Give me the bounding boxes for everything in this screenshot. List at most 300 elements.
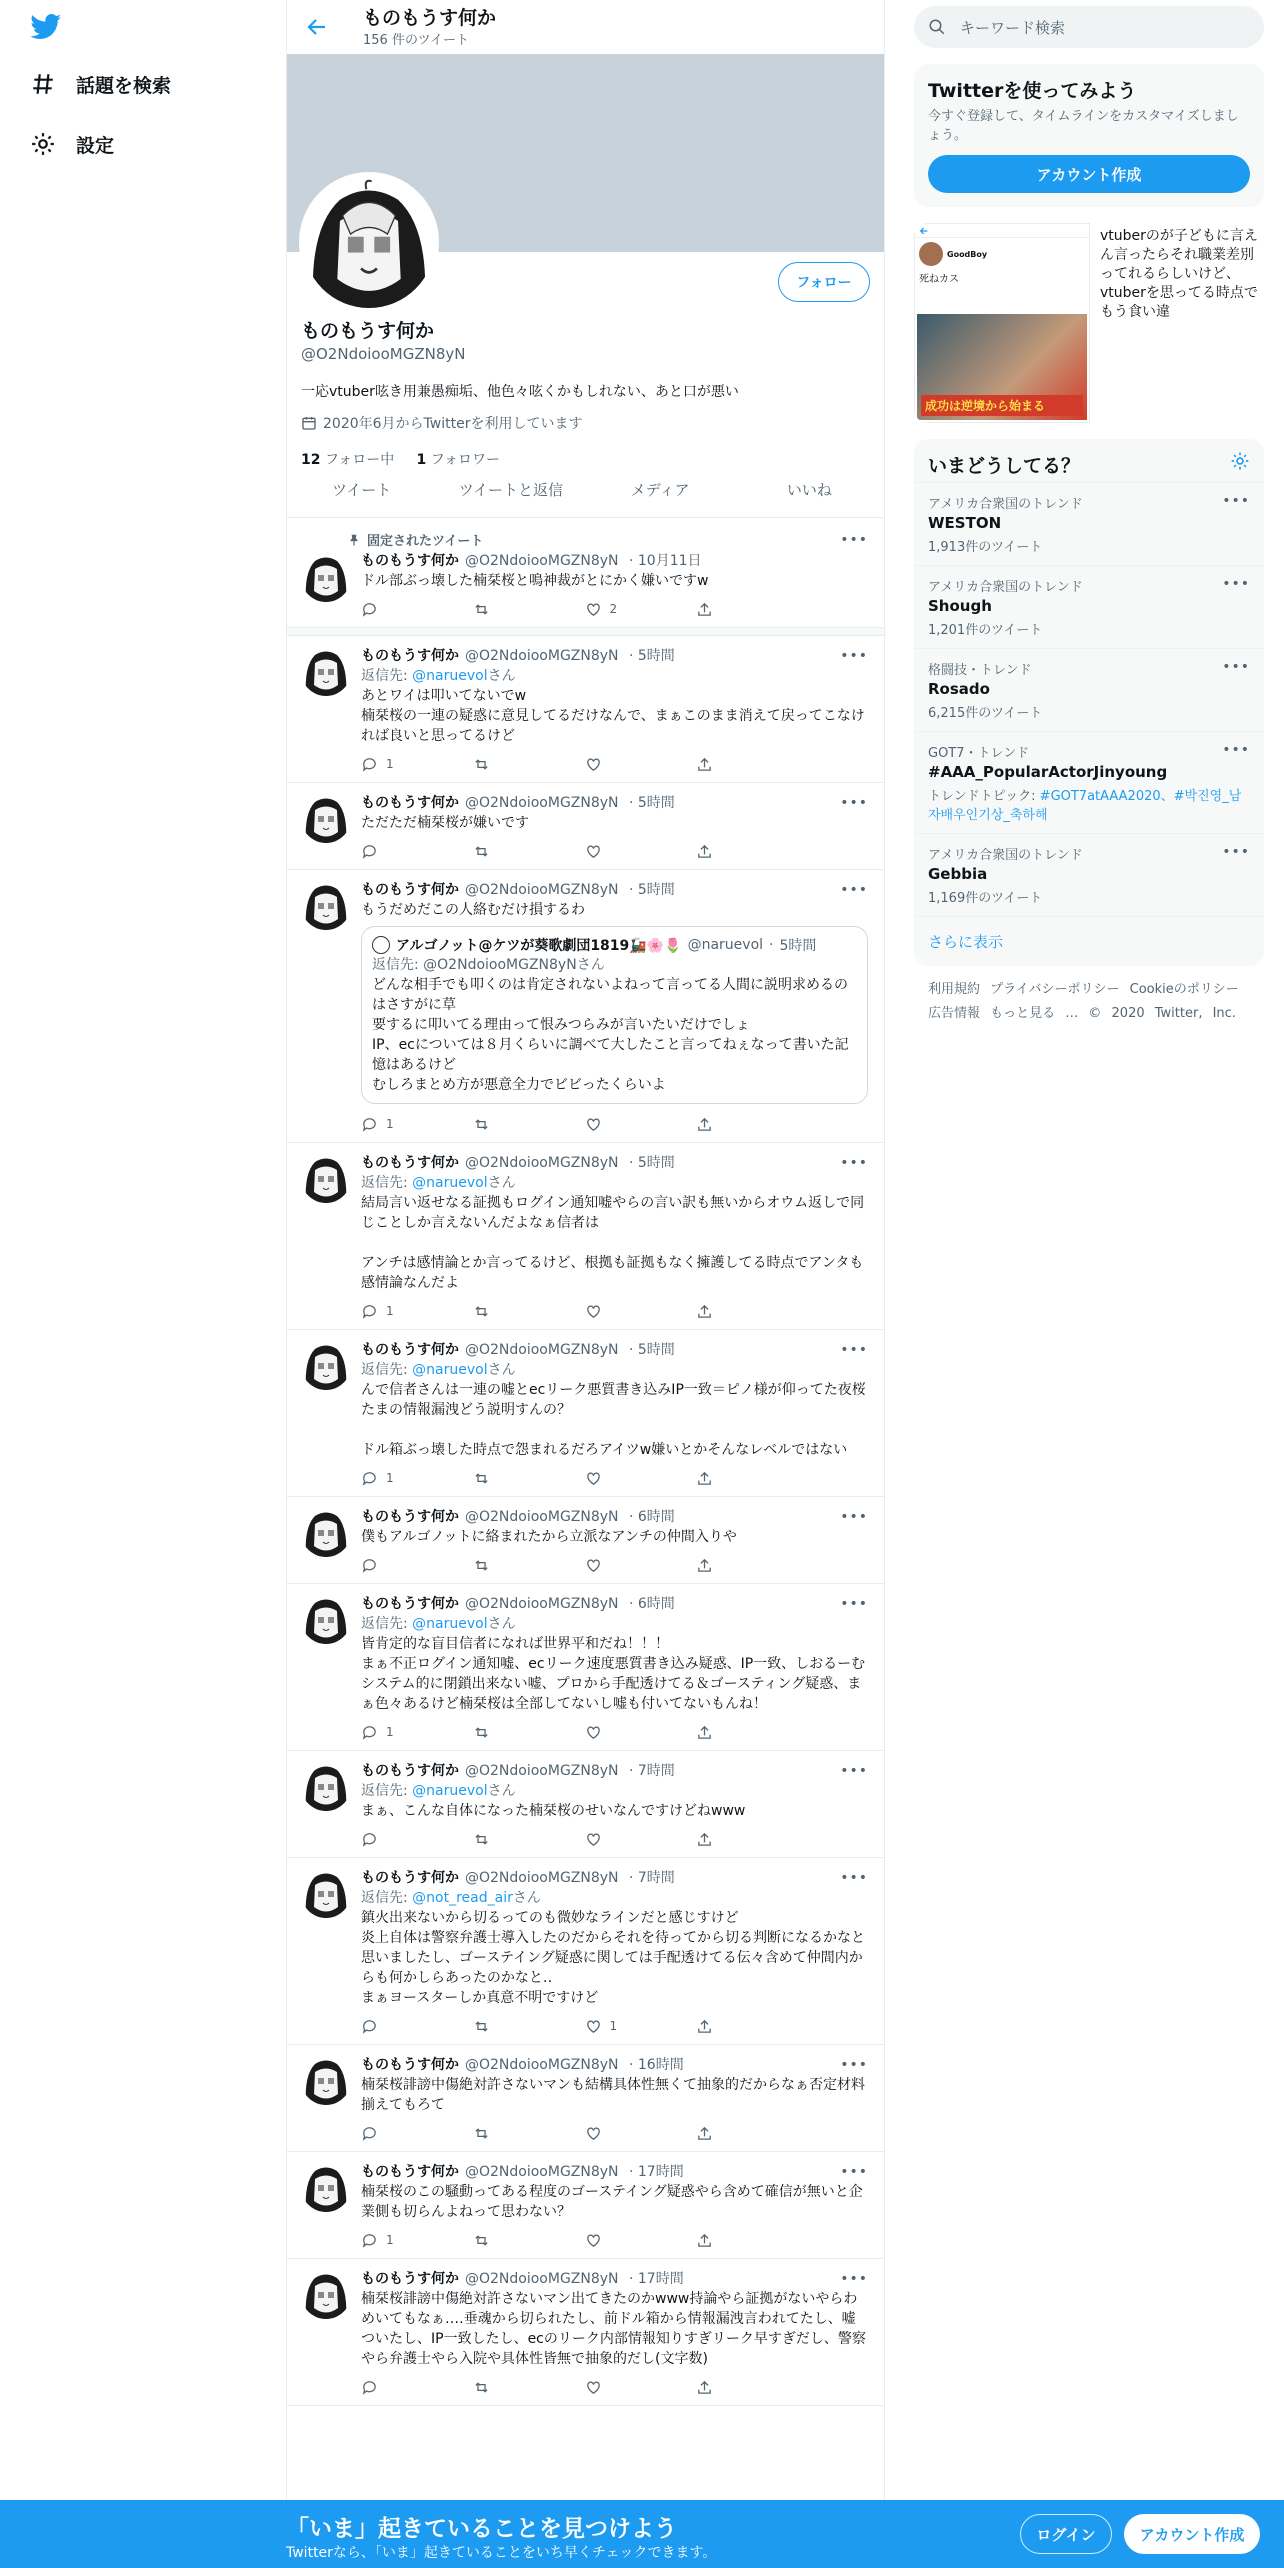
share-button[interactable] — [696, 1831, 808, 1848]
more-options-icon[interactable]: ••• — [840, 795, 868, 811]
hashtag-icon — [30, 71, 56, 97]
share-icon — [696, 2232, 713, 2249]
trend-title: #AAA_PopularActorJinyoung — [928, 763, 1168, 781]
tweet-header: ものもうす何か @O2NdoiooMGZN8yN · 6時間 — [361, 1596, 675, 1612]
reply-button[interactable] — [361, 2379, 473, 2396]
reply-prefix: 返信先: — [361, 1175, 413, 1191]
reply-button[interactable] — [361, 601, 473, 618]
share-button[interactable] — [696, 1557, 808, 1574]
tweet-author-name[interactable]: ものもうす何か — [361, 2271, 459, 2287]
heart-icon — [585, 2018, 602, 2035]
tweet[interactable] — [287, 1143, 884, 1330]
tweet-avatar[interactable] — [301, 552, 351, 602]
pinned-label-text: 固定されたツイート — [367, 534, 484, 549]
tab-tweets-replies[interactable]: ツイートと返信 — [458, 481, 563, 499]
tweet-text: 結局言い返せなる証拠もログイン通知嘘やらの言い訳も無いからオウム返しで同じことしか言えないんだよなぁ信者は アンチは感情論とか言ってるけど、根拠も証拠もなく擁護してる時点でアンタも感情論なんだよ — [361, 1195, 865, 1291]
reply-prefix: 返信先: — [361, 1362, 413, 1378]
heart-icon — [585, 1831, 602, 1848]
trend-item[interactable] — [914, 648, 1264, 731]
reply-button[interactable] — [361, 2018, 473, 2035]
reply-button[interactable] — [361, 843, 473, 860]
tweet-author-handle[interactable]: @O2NdoiooMGZN8yN — [465, 795, 619, 811]
tweet-time[interactable]: 5時間 — [637, 795, 675, 811]
tweet-author-handle[interactable]: @O2NdoiooMGZN8yN — [465, 1596, 619, 1612]
signup-card-button[interactable]: アカウント作成 — [928, 155, 1250, 193]
twitter-bird-icon[interactable] — [30, 14, 62, 40]
follow-button[interactable]: フォロー — [778, 262, 870, 302]
share-icon — [696, 2018, 713, 2035]
share-button[interactable] — [696, 2018, 808, 2035]
share-button[interactable] — [696, 1724, 808, 1741]
tweet-actions — [361, 591, 868, 627]
avatar-illustration-icon — [301, 1868, 351, 1918]
pin-icon — [347, 533, 361, 547]
reply-button[interactable] — [361, 1831, 473, 1848]
thumb-avatar — [919, 242, 943, 266]
tweet-author-handle[interactable]: @O2NdoiooMGZN8yN — [465, 553, 619, 569]
tweet-text: 楠栞桜誹謗中傷絶対許さないマンも結構具体性無くて抽象的だからなぁ否定材料揃えてもろて — [361, 2077, 865, 2113]
retweet-button[interactable] — [473, 2232, 585, 2249]
more-options-icon[interactable]: ••• — [840, 2164, 868, 2180]
tweet-author-name[interactable]: ものもうす何か — [361, 2164, 459, 2180]
reply-to-handle[interactable]: @naruevol — [412, 1783, 488, 1799]
avatar-illustration-icon — [301, 1761, 351, 1811]
tweet-author-name[interactable]: ものもうす何か — [361, 553, 459, 569]
like-button[interactable] — [585, 2379, 697, 2396]
tweet-avatar[interactable] — [301, 1868, 351, 1918]
trend-topic-prefix: トレンドトピック: — [928, 789, 1040, 804]
retweet-icon — [473, 1116, 490, 1133]
retweet-button[interactable] — [473, 1470, 585, 1487]
tweet-text: まぁ、こんな自体になった楠栞桜のせいなんですけどねwww — [361, 1803, 746, 1819]
tweet[interactable] — [287, 783, 884, 870]
joined-text: 2020年6月からTwitterを利用しています — [323, 416, 583, 432]
like-button[interactable] — [585, 1303, 697, 1320]
tweet-header: ものもうす何か @O2NdoiooMGZN8yN · 16時間 — [361, 2057, 684, 2073]
thumb-user: GoodBoy — [947, 249, 988, 259]
share-icon — [696, 1116, 713, 1133]
reply-icon — [361, 756, 378, 773]
trend-list — [914, 482, 1264, 916]
tweet-actions — [361, 1714, 868, 1750]
retweet-button[interactable] — [473, 843, 585, 860]
header-title: ものもうす何か — [363, 6, 497, 29]
tweet-text: 皆肯定的な盲目信者になれば世界平和だね！！！ まぁ不正ログイン通知嘘、ecリーク速度悪質書き込み疑惑、IP一致、しおるーむシステム的に閉鎖出来ない嘘、プロから手配透けてる＆ゴースティング疑惑、まぁ色々あるけど楠栞桜は全部してないし嘘も付いてないもんね！ — [361, 1636, 866, 1712]
like-button[interactable] — [585, 2018, 697, 2035]
trend-more-icon[interactable]: ••• — [1222, 742, 1250, 758]
thumb-topbar — [915, 224, 1089, 238]
reply-suffix: さん — [512, 1890, 541, 1906]
reply-button[interactable] — [361, 1470, 473, 1487]
trend-category: アメリカ合衆国のトレンド — [928, 580, 1083, 595]
reply-button[interactable] — [361, 2125, 473, 2142]
tweet-text: んで信者さんは一連の嘘とecリーク悪質書き込みIP一致＝ピノ様が仰ってた夜桜たまの情報漏洩どう説明すんの？ ドル箱ぶっ壊した時点で怨まれるだろアイツw嫌いとかそんなレベルではない — [361, 1382, 866, 1458]
share-button[interactable] — [696, 1116, 808, 1133]
trend-category: GOT7・トレンド — [928, 746, 1030, 761]
reply-to-handle[interactable]: @naruevol — [412, 668, 488, 684]
tweet-avatar[interactable] — [301, 880, 351, 930]
tweet-author-handle[interactable]: @O2NdoiooMGZN8yN — [465, 2271, 619, 2287]
tweet-header: ものもうす何か @O2NdoiooMGZN8yN · 5時間 — [361, 1155, 675, 1171]
reply-button[interactable] — [361, 1557, 473, 1574]
tweet-author-handle[interactable]: @O2NdoiooMGZN8yN — [465, 1342, 619, 1358]
tweet-author-name[interactable]: ものもうす何か — [361, 1596, 459, 1612]
avatar-illustration-icon — [301, 793, 351, 843]
tweet-header: ものもうす何か @O2NdoiooMGZN8yN · 6時間 — [361, 1509, 675, 1525]
quote-avatar — [372, 936, 390, 954]
share-icon — [696, 1303, 713, 1320]
profile-column — [286, 0, 885, 2568]
tweet[interactable] — [287, 1751, 884, 1858]
tweet-text: 楠栞桜誹謗中傷絶対許さないマン出てきたのかwww持論やら証拠がないやらわめいてもなぁ‥‥垂魂から切られたし、前ドル箱から情報漏洩言われてたし、嘘ついたし、IP一致したし、ecのリーク内部情報知りすぎリーク早すぎだし、警察やら弁護士やら入院や具体性皆無で抽象的だし(文字数) — [361, 2291, 866, 2367]
heart-icon — [585, 1724, 602, 1741]
trend-item[interactable] — [914, 731, 1264, 833]
retweet-button[interactable] — [473, 2018, 585, 2035]
quote-reply-line: 返信先: @O2NdoiooMGZN8yNさん — [372, 957, 605, 973]
tweet[interactable] — [287, 636, 884, 783]
reply-to-handle[interactable]: @naruevol — [412, 1616, 488, 1632]
like-button[interactable] — [585, 1831, 697, 1848]
search-box[interactable] — [914, 6, 1264, 48]
tweet-author-handle[interactable]: @O2NdoiooMGZN8yN — [465, 1763, 619, 1779]
trend-title: Shough — [928, 597, 992, 615]
like-button[interactable] — [585, 1470, 697, 1487]
signup-subtitle: 今すぐ登録して、タイムラインをカスタマイズしましょう。 — [928, 109, 1239, 143]
share-icon — [696, 843, 713, 860]
profile-name: ものもうす何か — [301, 320, 435, 342]
more-options-icon[interactable]: ••• — [840, 1155, 868, 1171]
profile-avatar[interactable] — [299, 172, 439, 312]
share-icon — [696, 1557, 713, 1574]
tweet-author-name[interactable]: ものもうす何か — [361, 795, 459, 811]
reply-button[interactable] — [361, 1303, 473, 1320]
reply-icon — [361, 2018, 378, 2035]
tweet-author-handle[interactable]: @O2NdoiooMGZN8yN — [465, 1155, 619, 1171]
tweet-header: ものもうす何か @O2NdoiooMGZN8yN · 17時間 — [361, 2164, 684, 2180]
reply-count: 1 — [386, 1304, 394, 1318]
tweet-header: ものもうす何か @O2NdoiooMGZN8yN · 5時間 — [361, 795, 675, 811]
tweet-text: ドル部ぶっ壊した楠栞桜と鳴神裁がとにかく嫌いですw — [361, 573, 709, 589]
left-nav — [0, 0, 286, 2568]
trend-more-icon[interactable]: ••• — [1222, 659, 1250, 675]
trend-title: Rosado — [928, 680, 990, 698]
heart-icon — [585, 1303, 602, 1320]
reply-to-line — [361, 1781, 868, 1801]
avatar-illustration-icon — [301, 1340, 351, 1390]
back-arrow-icon[interactable] — [305, 15, 329, 39]
trend-title: Gebbia — [928, 865, 988, 883]
trend-topic-links[interactable]: #GOT7atAAA2020、#박진영_남자배우인기상_축하해 — [928, 789, 1242, 823]
reply-prefix: 返信先: — [361, 1783, 413, 1799]
tab-tweets[interactable]: ツイート — [331, 481, 392, 499]
retweet-button[interactable] — [473, 1116, 585, 1133]
tweet-actions — [361, 2008, 868, 2044]
reply-count: 1 — [386, 1725, 394, 1739]
more-options-icon[interactable]: ••• — [840, 532, 868, 548]
reply-to-line — [361, 1888, 868, 1908]
tweet[interactable] — [287, 2045, 884, 2152]
retweet-icon — [473, 1724, 490, 1741]
more-options-icon[interactable]: ••• — [840, 2057, 868, 2073]
tweet-avatar[interactable] — [301, 2162, 351, 2212]
tweet-time[interactable]: 17時間 — [637, 2164, 684, 2180]
tweet-avatar[interactable] — [301, 1153, 351, 1203]
trend-count: 1,913件のツイート — [928, 540, 1043, 555]
avatar-illustration-icon — [301, 2269, 351, 2319]
share-button[interactable] — [696, 756, 808, 773]
top-bar — [287, 0, 884, 54]
nav-settings-label: 設定 — [76, 134, 115, 157]
share-button[interactable] — [696, 1470, 808, 1487]
nav-settings[interactable] — [30, 124, 114, 164]
tweet-author-handle[interactable]: @O2NdoiooMGZN8yN — [465, 2164, 619, 2180]
quote-handle: @naruevol — [687, 937, 764, 953]
trends-card — [914, 439, 1264, 966]
tweet-actions — [361, 1106, 868, 1142]
tweet-author-name[interactable]: ものもうす何か — [361, 1342, 459, 1358]
tweet-header: ものもうす何か @O2NdoiooMGZN8yN · 7時間 — [361, 1870, 675, 1886]
tweet-avatar[interactable] — [301, 1340, 351, 1390]
profile-info — [301, 316, 870, 469]
tweet-avatar[interactable] — [301, 793, 351, 843]
tweet-time[interactable]: 5時間 — [637, 1155, 675, 1171]
reply-prefix: 返信先: — [361, 668, 413, 684]
quote-time: 5時間 — [779, 938, 817, 954]
calendar-icon — [301, 415, 317, 431]
heart-icon — [585, 756, 602, 773]
tweet-author-handle[interactable]: @O2NdoiooMGZN8yN — [465, 2057, 619, 2073]
like-button[interactable] — [585, 1557, 697, 1574]
pinned-label — [347, 530, 868, 549]
trend-item[interactable] — [914, 833, 1264, 916]
reply-to-line — [361, 1360, 868, 1380]
like-button[interactable] — [585, 1116, 697, 1133]
retweet-icon — [473, 1831, 490, 1848]
more-options-icon[interactable]: ••• — [840, 1509, 868, 1525]
thumb-overlay: 成功は逆境から始まる — [921, 395, 1083, 416]
tweet-author-name[interactable]: ものもうす何か — [361, 882, 459, 898]
heart-icon — [585, 1470, 602, 1487]
tweet-text: 僕もアルゴノットに絡まれたから立派なアンチの仲間入りや — [361, 1529, 737, 1545]
tweet-author-name[interactable]: ものもうす何か — [361, 1870, 459, 1886]
retweet-icon — [473, 1470, 490, 1487]
tweet[interactable] — [287, 520, 884, 628]
reply-suffix: さん — [487, 668, 516, 684]
gear-icon — [30, 131, 56, 157]
retweet-button[interactable] — [473, 2125, 585, 2142]
tweet-time[interactable]: 5時間 — [637, 648, 675, 664]
reply-suffix: さん — [487, 1616, 516, 1632]
tweet-avatar[interactable] — [301, 1507, 351, 1557]
tweet-time[interactable]: 7時間 — [637, 1763, 675, 1779]
tweet-time[interactable]: 10月11日 — [637, 553, 702, 569]
reply-count: 1 — [386, 1117, 394, 1131]
trend-count: 1,201件のツイート — [928, 623, 1043, 638]
tweet[interactable] — [287, 1584, 884, 1751]
reply-button[interactable] — [361, 2232, 473, 2249]
tab-likes[interactable]: いいね — [786, 481, 832, 499]
share-button[interactable] — [696, 2379, 808, 2396]
trend-more-icon[interactable]: ••• — [1222, 576, 1250, 592]
share-button[interactable] — [696, 1303, 808, 1320]
heart-icon — [585, 2232, 602, 2249]
tweet-time[interactable]: 17時間 — [637, 2271, 684, 2287]
share-icon — [696, 1831, 713, 1848]
reply-button[interactable] — [361, 1116, 473, 1133]
tweet[interactable] — [287, 2152, 884, 2259]
tweet-header: ものもうす何か @O2NdoiooMGZN8yN · 5時間 — [361, 882, 675, 898]
tweet[interactable] — [287, 1858, 884, 2045]
retweet-button[interactable] — [473, 2379, 585, 2396]
tweet-actions — [361, 2115, 868, 2151]
search-icon — [928, 18, 946, 36]
nav-explore-label: 話題を検索 — [76, 74, 172, 97]
avatar-illustration-icon — [303, 176, 435, 308]
retweet-button[interactable] — [473, 601, 585, 618]
tweet-header: ものもうす何か @O2NdoiooMGZN8yN · 7時間 — [361, 1763, 675, 1779]
retweet-icon — [473, 1303, 490, 1320]
trend-topics — [928, 785, 1250, 823]
heart-icon — [585, 843, 602, 860]
reply-count: 1 — [386, 1471, 394, 1485]
retweet-button[interactable] — [473, 756, 585, 773]
login-button[interactable]: ログイン — [1020, 2514, 1112, 2554]
tweet-actions — [361, 2369, 868, 2405]
more-options-icon[interactable]: ••• — [840, 1342, 868, 1358]
trend-item[interactable] — [914, 565, 1264, 648]
profile-handle: @O2NdoiooMGZN8yN — [301, 345, 466, 363]
share-icon — [696, 2379, 713, 2396]
reply-to-handle[interactable]: @naruevol — [412, 1175, 488, 1191]
tweet-avatar[interactable] — [301, 1594, 351, 1644]
avatar-illustration-icon — [301, 2055, 351, 2105]
signup-button[interactable]: アカウント作成 — [1124, 2514, 1260, 2554]
more-options-icon[interactable]: ••• — [840, 1870, 868, 1886]
more-options-icon[interactable]: ••• — [840, 882, 868, 898]
tweet[interactable] — [287, 870, 884, 1143]
tweet-author-name[interactable]: ものもうす何か — [361, 1509, 459, 1525]
tweet-author-name[interactable]: ものもうす何か — [361, 648, 459, 664]
reply-icon — [361, 1557, 378, 1574]
share-button[interactable] — [696, 2125, 808, 2142]
tweet-time[interactable]: 5時間 — [637, 1342, 675, 1358]
tweet-actions — [361, 746, 868, 782]
followers-count: 1 — [416, 452, 427, 468]
trend-count: 1,169件のツイート — [928, 891, 1043, 906]
trends-title: いまどうしてる？ — [928, 455, 1081, 477]
retweet-button[interactable] — [473, 1557, 585, 1574]
share-button[interactable] — [696, 601, 808, 618]
retweet-button[interactable] — [473, 1724, 585, 1741]
trends-settings-gear-icon[interactable] — [1230, 451, 1250, 471]
avatar-illustration-icon — [301, 880, 351, 930]
reply-icon — [361, 1724, 378, 1741]
reply-button[interactable] — [361, 756, 473, 773]
trends-show-more[interactable]: さらに表示 — [914, 916, 1264, 966]
tweet-author-handle[interactable]: @O2NdoiooMGZN8yN — [465, 648, 619, 664]
share-icon — [696, 601, 713, 618]
like-button[interactable] — [585, 843, 697, 860]
media-thumbnail[interactable] — [914, 223, 1090, 423]
media-preview[interactable] — [914, 223, 1264, 423]
tweet-author-handle[interactable]: @O2NdoiooMGZN8yN — [465, 1870, 619, 1886]
heart-icon — [585, 1116, 602, 1133]
tweet-time[interactable]: 16時間 — [637, 2057, 684, 2073]
quoted-tweet[interactable]: アルゴノット@ケツが葵歌劇団1819🚂🌸🌷 @naruevol · 5時間 返信先: @O2NdoiooMGZN8yNさん どんな相手でも叩くのは肯定されないよねって言ってる人間に説明求めるのはさすがに草 要するに叩いてる理由って恨みつらみが言いたいだけでしょ IP、ecについては８月くらいに調べて大したこと言ってねぇなって書いた記憶はあるけど むしろまとめ方が悪意全力でビビったくらいよ — [361, 926, 868, 1104]
bottom-bar-subtitle: Twitterなら、「いま」起きていることをいち早くチェックできます。 — [286, 2545, 717, 2561]
nav-explore[interactable] — [30, 64, 171, 104]
tweet-time[interactable]: 6時間 — [637, 1596, 675, 1612]
tweet-time[interactable]: 7時間 — [637, 1870, 675, 1886]
tweet-author-handle[interactable]: @O2NdoiooMGZN8yN — [465, 882, 619, 898]
tweet-time[interactable]: 5時間 — [637, 882, 675, 898]
tweet-header: ものもうす何か @O2NdoiooMGZN8yN · 5時間 — [361, 1342, 675, 1358]
tab-media[interactable]: メディア — [630, 481, 690, 499]
retweet-button[interactable] — [473, 1831, 585, 1848]
footer-links[interactable]: 利用規約 プライバシーポリシー Cookieのポリシー 広告情報 もっと見る … © 2020 Twitter, Inc. — [928, 982, 1239, 1021]
tweet[interactable] — [287, 2259, 884, 2406]
tweet-author-name[interactable]: ものもうす何か — [361, 2057, 459, 2073]
more-options-icon[interactable]: ••• — [840, 1763, 868, 1779]
reply-prefix: 返信先: — [361, 1890, 413, 1906]
reply-icon — [361, 1303, 378, 1320]
tweet-author-handle[interactable]: @O2NdoiooMGZN8yN — [465, 1509, 619, 1525]
tweet-author-name[interactable]: ものもうす何か — [361, 1763, 459, 1779]
heart-icon — [585, 601, 602, 618]
like-button[interactable] — [585, 756, 697, 773]
more-options-icon[interactable]: ••• — [840, 1596, 868, 1612]
bottom-bar-title: 「いま」起きていることを見つけよう — [286, 2516, 677, 2542]
profile-joined — [301, 413, 870, 433]
retweet-button[interactable] — [473, 1303, 585, 1320]
tweet-actions — [361, 1460, 868, 1496]
tweet[interactable] — [287, 1330, 884, 1497]
trend-more-icon[interactable]: ••• — [1222, 844, 1250, 860]
reply-icon — [361, 1831, 378, 1848]
trend-category: 格闘技・トレンド — [928, 663, 1032, 678]
like-button[interactable] — [585, 2232, 697, 2249]
tweet-avatar[interactable] — [301, 1761, 351, 1811]
more-options-icon[interactable]: ••• — [840, 648, 868, 664]
reply-to-handle[interactable]: @not_read_air — [412, 1890, 513, 1906]
trend-category: アメリカ合衆国のトレンド — [928, 848, 1083, 863]
share-button[interactable] — [696, 843, 808, 860]
trend-item[interactable] — [914, 482, 1264, 565]
profile-tabs — [287, 462, 884, 518]
following-count: 12 — [301, 452, 321, 468]
trend-more-icon[interactable]: ••• — [1222, 493, 1250, 509]
tweet-author-name[interactable]: ものもうす何か — [361, 1155, 459, 1171]
tweet[interactable] — [287, 1497, 884, 1584]
like-button[interactable] — [585, 2125, 697, 2142]
retweet-icon — [473, 2018, 490, 2035]
reply-button[interactable] — [361, 1724, 473, 1741]
tweet-avatar[interactable] — [301, 646, 351, 696]
like-button[interactable] — [585, 601, 697, 618]
tweet-count: 156 件のツイート — [363, 32, 470, 48]
like-button[interactable] — [585, 1724, 697, 1741]
tweet-avatar[interactable] — [301, 2269, 351, 2319]
reply-to-handle[interactable]: @naruevol — [412, 1362, 488, 1378]
reply-count: 1 — [386, 757, 394, 771]
tweet-time[interactable]: 6時間 — [637, 1509, 675, 1525]
more-options-icon[interactable]: ••• — [840, 2271, 868, 2287]
tweet-header: ものもうす何か @O2NdoiooMGZN8yN · 5時間 — [361, 648, 675, 664]
tweet-actions — [361, 1547, 868, 1583]
avatar-illustration-icon — [301, 1594, 351, 1644]
tweet-avatar[interactable] — [301, 2055, 351, 2105]
share-button[interactable] — [696, 2232, 808, 2249]
